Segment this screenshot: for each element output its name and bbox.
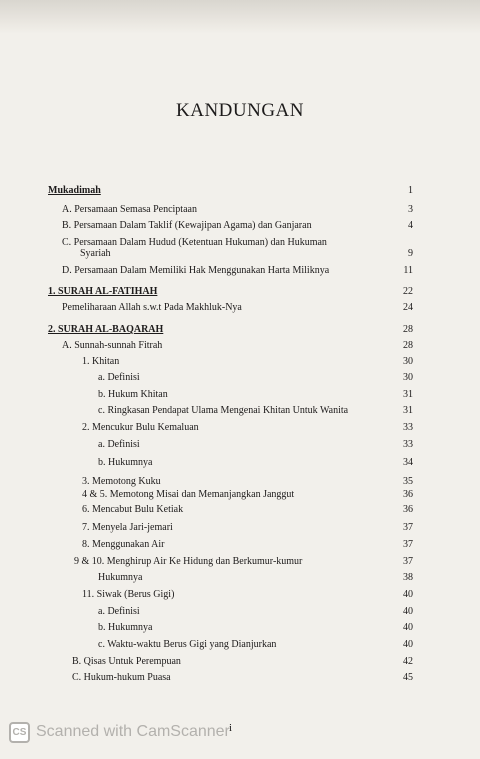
scanner-watermark — [0, 718, 480, 746]
toc-entry: b. Hukumnya 40 — [98, 622, 413, 633]
toc-entry: 4 & 5. Memotong Misai dan Memanjangkan Janggut 36 — [82, 489, 413, 500]
page-number: i — [229, 722, 233, 734]
toc-entry: A. Persamaan Semasa Penciptaan 3 — [62, 204, 413, 215]
toc-entry: 2. SURAH AL-BAQARAH 28 — [48, 324, 413, 335]
toc-entry: 1. Khitan 30 — [82, 356, 413, 367]
toc-entry: Mukadimah 1 — [48, 185, 413, 196]
toc-entry: c. Waktu-waktu Berus Gigi yang Dianjurkan 40 — [98, 639, 413, 650]
toc-entry: B. Persamaan Dalam Taklif (Kewajipan Agama) dan Ganjaran 4 — [62, 220, 413, 231]
watermark-text: Scanned with CamScanner — [36, 723, 230, 740]
toc-entry: 11. Siwak (Berus Gigi) 40 — [82, 589, 413, 600]
camscanner-logo-icon: CS — [9, 722, 30, 743]
toc-entry: C. Hukum-hukum Puasa 45 — [72, 672, 413, 683]
toc-entry: C. Persamaan Dalam Hudud (Ketentuan Hukuman) dan Hukuman — [62, 237, 327, 248]
page-title: KANDUNGAN — [176, 100, 304, 121]
toc-entry: a. Definisi 30 — [98, 372, 413, 383]
toc-entry: B. Qisas Untuk Perempuan 42 — [72, 656, 413, 667]
toc-entry: b. Hukum Khitan 31 — [98, 389, 413, 400]
toc-entry: 1. SURAH AL-FATIHAH 22 — [48, 286, 413, 297]
toc-entry: Syariah 9 — [80, 248, 413, 259]
toc-entry: 3. Memotong Kuku 35 — [82, 476, 413, 487]
toc-entry: b. Hukumnya 34 — [98, 457, 413, 468]
toc-entry: D. Persamaan Dalam Memiliki Hak Menggunakan Harta Miliknya 11 — [62, 265, 413, 276]
toc-entry: A. Sunnah-sunnah Fitrah 28 — [62, 340, 413, 351]
toc-entry: Hukumnya 38 — [98, 572, 413, 583]
toc-entry: 9 & 10. Menghirup Air Ke Hidung dan Berkumur-kumur 37 — [74, 556, 413, 567]
toc-entry: 6. Mencabut Bulu Ketiak 36 — [82, 504, 413, 515]
toc-entry: a. Definisi 40 — [98, 606, 413, 617]
toc-entry: a. Definisi 33 — [98, 439, 413, 450]
toc-entry: c. Ringkasan Pendapat Ulama Mengenai Khitan Untuk Wanita 31 — [98, 405, 413, 416]
toc-entry: 7. Menyela Jari-jemari 37 — [82, 522, 413, 533]
toc-entry: Pemeliharaan Allah s.w.t Pada Makhluk-Nya 24 — [62, 302, 413, 313]
toc-entry: 2. Mencukur Bulu Kemaluan 33 — [82, 422, 413, 433]
toc-entry: 8. Menggunakan Air 37 — [82, 539, 413, 550]
